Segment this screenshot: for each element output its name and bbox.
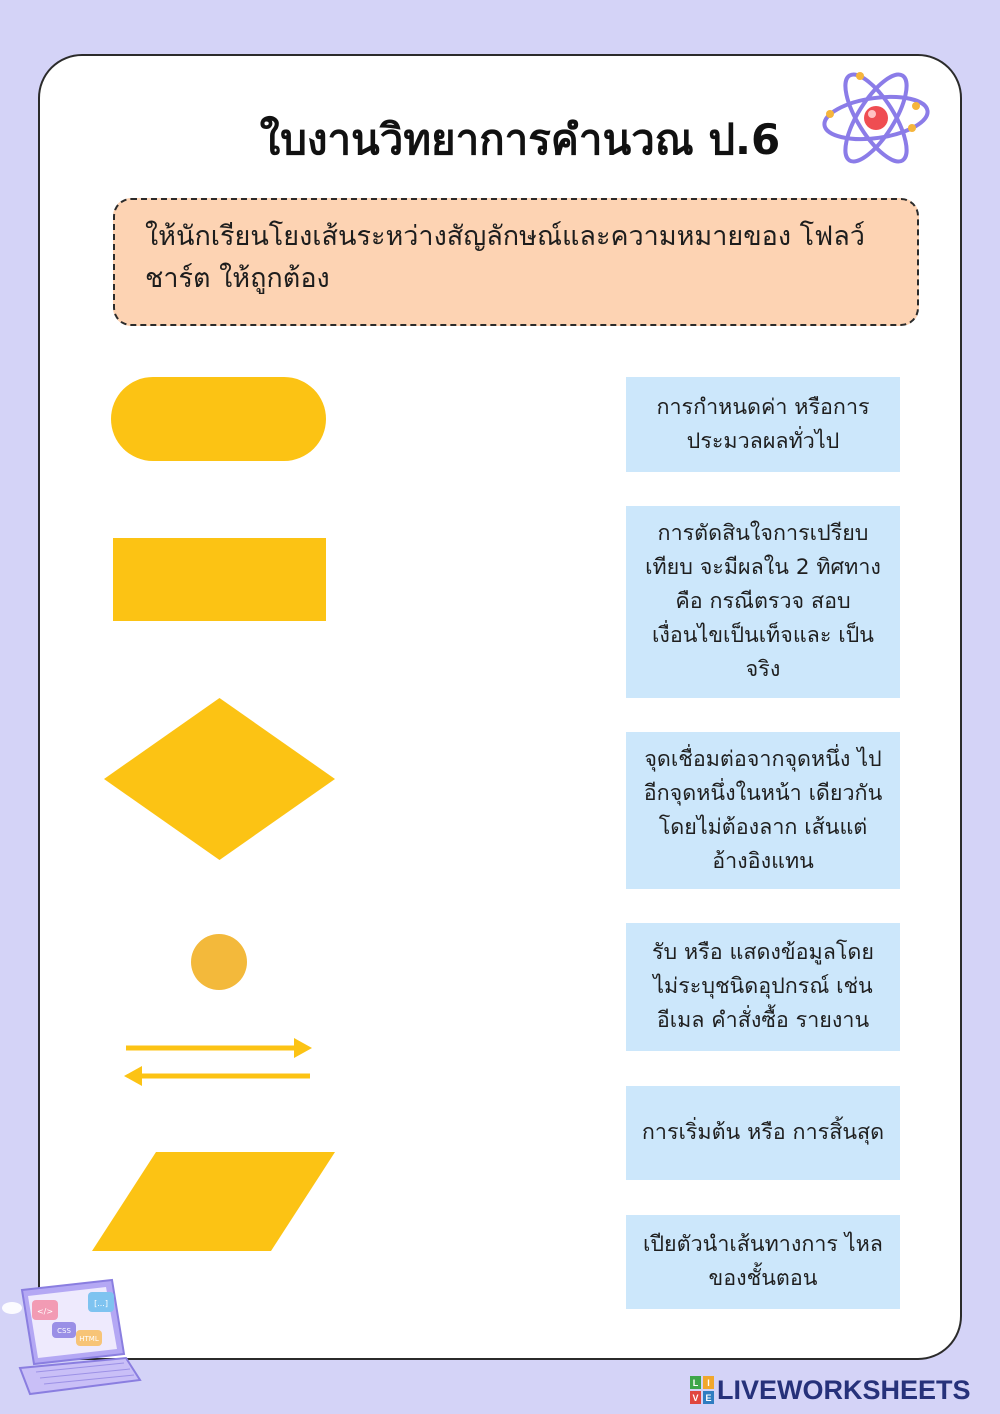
flowline-symbol[interactable] [120,1036,316,1090]
svg-text:E: E [705,1393,712,1403]
laptop-code-label: </> [36,1307,54,1316]
meaning-box-2[interactable]: การตัดสินใจการเปรียบ เทียบ จะมีผลใน 2 ทิศทาง คือ กรณีตรวจ สอบเงื่อนไขเป็นเท็จและ เป็นจริง [626,506,900,698]
meaning-box-1[interactable]: การกำหนดค่า หรือการ ประมวลผลทั่วไป [626,377,900,472]
brand-name: LIVEWORKSHEETS [717,1374,971,1405]
terminator-symbol[interactable] [111,377,326,461]
connector-symbol[interactable] [191,934,247,990]
worksheet-title: ใบงานวิทยาการคำนวณ ป.6 [259,115,781,164]
decision-symbol[interactable] [104,698,335,860]
svg-text:V: V [692,1393,699,1403]
laptop-css-label: CSS [57,1327,71,1335]
laptop-html-label: HTML [79,1335,99,1343]
process-symbol[interactable] [113,538,326,621]
liveworksheets-brand[interactable] [690,1372,990,1408]
meaning-box-5[interactable]: การเริ่มต้น หรือ การสิ้นสุด [626,1086,900,1180]
meaning-box-3[interactable]: จุดเชื่อมต่อจากจุดหนึ่ง ไปอีกจุดหนึ่งในหน้า เดียวกัน โดยไม่ต้องลาก เส้นแต่อ้างอิงแทน [626,732,900,889]
laptop-bracket-label: [...] [94,1299,108,1308]
svg-text:I: I [707,1378,710,1388]
liveworksheets-logo-icon [690,1376,714,1404]
meaning-box-4[interactable]: รับ หรือ แสดงข้อมูลโดย ไม่ระบุชนิดอุปกรณ์ เช่น อีเมล คำสั่งซื้อ รายงาน [626,923,900,1051]
instruction-box: ให้นักเรียนโยงเส้นระหว่างสัญลักษณ์และความหมายของ โฟลว์ชาร์ต ให้ถูกต้อง [113,198,919,326]
atom-icon [818,66,934,166]
laptop-icon [0,1272,150,1398]
svg-text:L: L [692,1378,699,1388]
input-output-symbol[interactable] [92,1152,335,1251]
meaning-box-6[interactable]: เปียตัวนำเส้นทางการ ไหลของชั้นตอน [626,1215,900,1309]
